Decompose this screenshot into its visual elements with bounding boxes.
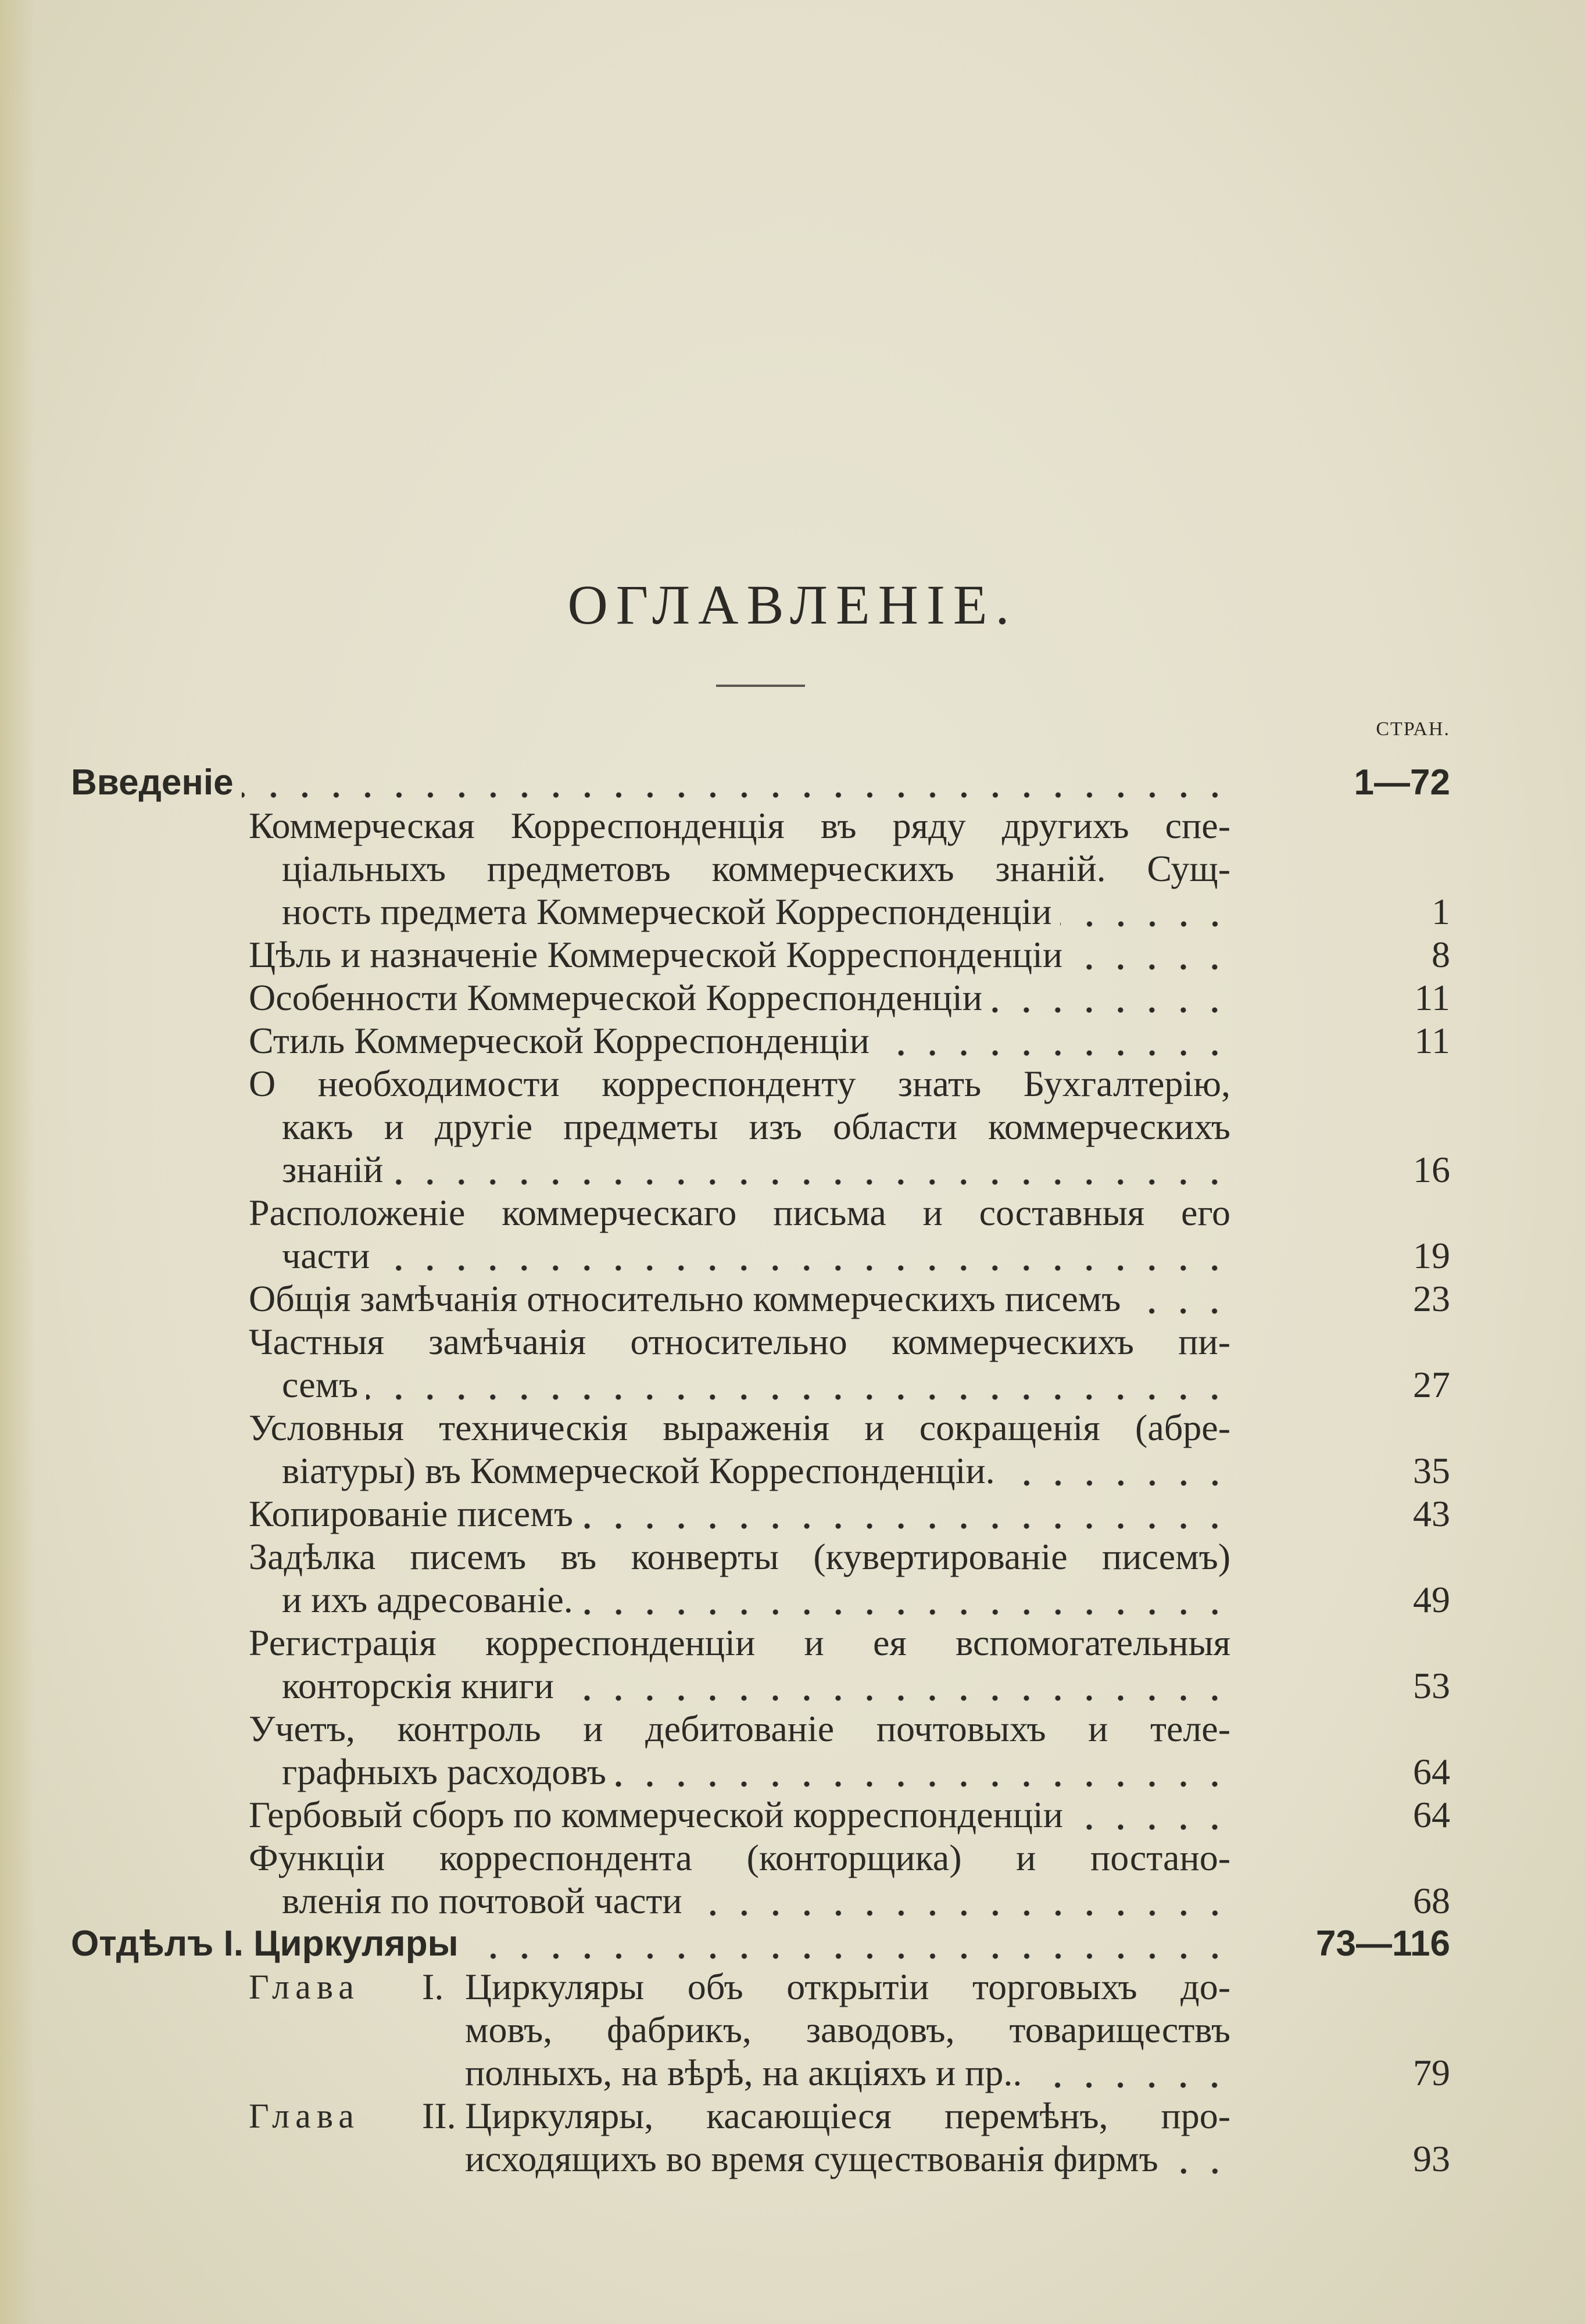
toc-entry-line [465,1965,1230,2008]
toc-entry-text: Стиль Коммерческой Корреспонденціи [249,1020,870,1061]
dot-leader [242,761,1230,804]
toc-entry-line [282,1750,1230,1793]
toc-entry-text: Циркуляры, касающіеся перемѣнъ, про- [465,2095,1230,2136]
toc-entry-line [249,1277,1230,1320]
toc-entry-text: семъ [282,1364,359,1405]
dot-leader [1071,933,1230,976]
dot-leader [581,1492,1230,1535]
toc-entry-line [282,890,1230,933]
toc-page-number: 16 [1413,1149,1450,1190]
toc-entry-text: Регистрація корреспонденціи и ея вспомогательныя [249,1622,1230,1663]
toc-entry-text: Отдѣлъ I. Циркуляры [71,1924,459,1964]
toc-page-number: 64 [1413,1751,1450,1792]
toc-entry-line [465,2008,1230,2051]
toc-entry-text: Циркуляры объ открытіи торговыхъ до- [465,1966,1230,2007]
dot-leader [581,1578,1230,1621]
toc-entry-line [282,1234,1230,1277]
chapter-label: Глава [249,1968,360,2006]
page-edge-shadow [0,0,35,2324]
toc-entry-line [465,2094,1230,2137]
toc-page-number: 49 [1413,1579,1450,1620]
toc-page-number: 35 [1413,1450,1450,1491]
toc-entry-text: ность предмета Коммерческой Корреспонденціи [282,891,1052,932]
toc-entry-text: Коммерческая Корреспонденція въ ряду другихъ спе- [249,805,1230,846]
toc-entry-line [282,1449,1230,1492]
toc-entry-line [249,1836,1230,1879]
toc-page-number: 11 [1414,1020,1450,1061]
chapter-label: Глава [249,2097,360,2135]
toc-entry-text: Копированіе писемъ [249,1493,573,1534]
toc-entry-text: полныхъ, на вѣрѣ, на акціяхъ и пр.. [465,2052,1022,2093]
toc-entry-line [465,2137,1230,2180]
toc-page-number: 64 [1413,1794,1450,1835]
toc-entry-line [249,1707,1230,1750]
toc-entry-text: графныхъ расходовъ [282,1751,606,1792]
dot-leader [990,976,1230,1019]
toc-entry-text: мовъ, фабрикъ, заводовъ, товариществъ [465,2009,1230,2050]
toc-entry-line [249,1062,1230,1105]
toc-entry-text: исходящихъ во время существованія фирмъ [465,2138,1158,2179]
toc-page-number: 93 [1413,2138,1450,2179]
toc-page-number: 8 [1432,934,1450,975]
toc-entry-line [249,1535,1230,1578]
toc-entry-text: Особенности Коммерческой Корреспонденціи [249,977,983,1018]
toc-entry-line [249,1019,1230,1062]
toc-entry-line [71,761,1230,804]
toc-page-number: 53 [1413,1665,1450,1706]
toc-page-number: 79 [1413,2052,1450,2093]
toc-entry-text: Учетъ, контроль и дебитованіе почтовыхъ и теле- [249,1708,1230,1749]
toc-entry-text: Общія замѣчанія относительно коммерческихъ писемъ [249,1278,1121,1319]
toc-entry-line [282,1148,1230,1191]
dot-leader [1030,2051,1230,2094]
dot-leader [878,1019,1230,1062]
toc-entry-text: Гербовый сборъ по коммерческой корреспонденціи [249,1794,1064,1835]
toc-entry-text: О необходимости корреспонденту знать Бухгалтерію, [249,1063,1230,1104]
title-divider [716,685,805,687]
dot-leader [1003,1449,1230,1492]
toc-entry-text: Расположеніе коммерческаго письма и составныя его [249,1192,1230,1233]
toc-entry-text: ціальныхъ предметовъ коммерческихъ знаній. Сущ- [282,848,1230,889]
toc-page-number: 19 [1413,1235,1450,1276]
page-title: ОГЛАВЛЕНІЕ. [567,574,1018,636]
toc-entry-line [249,976,1230,1019]
toc-entry-line [282,1664,1230,1707]
toc-entry-text: и ихъ адресованіе. [282,1579,573,1620]
dot-leader [562,1664,1230,1707]
toc-entry-text: Введеніе [71,762,234,803]
toc-entry-line [249,1406,1230,1449]
toc-page-number: 27 [1413,1364,1450,1405]
toc-page-number: 1 [1432,891,1450,932]
toc-entry-line [249,1320,1230,1363]
toc-entry-line [71,1922,1230,1965]
toc-page-number: 43 [1413,1493,1450,1534]
dot-leader [378,1234,1230,1277]
dot-leader [366,1363,1230,1406]
toc-entry-text: Функціи корреспондента (конторщика) и постано- [249,1837,1230,1878]
pages-column-header: СТРАН. [1376,718,1450,740]
toc-entry-line [249,933,1230,976]
toc-page-number: 23 [1413,1278,1450,1319]
toc-entry-line [282,1879,1230,1922]
toc-entry-line [282,1578,1230,1621]
toc-entry-line [282,1105,1230,1148]
toc-entry-line [249,1793,1230,1836]
dot-leader [690,1879,1230,1922]
toc-entry-text: конторскія книги [282,1665,554,1706]
toc-page-number: 11 [1414,977,1450,1018]
toc-entry-text: Цѣль и назначеніе Коммерческой Корреспонденціи [249,934,1063,975]
toc-entry-text: Условныя техническія выраженія и сокращенія (абре- [249,1407,1230,1448]
toc-entry-text: вленія по почтовой части [282,1880,682,1921]
dot-leader [1129,1277,1230,1320]
toc-entry-line [249,1191,1230,1234]
toc-entry-text: віатуры) въ Коммерческой Корреспонденціи. [282,1450,995,1491]
dot-leader [391,1148,1230,1191]
dot-leader [467,1922,1230,1965]
chapter-number: I. [422,1966,444,2007]
dot-leader [1071,1793,1230,1836]
toc-page-number: 1—72 [1354,762,1450,803]
toc-entry-text: какъ и другіе предметы изъ области коммерческихъ [282,1106,1230,1147]
toc-entry-text: Задѣлка писемъ въ конверты (кувертированіе писемъ) [249,1536,1230,1577]
toc-entry-line [249,1621,1230,1664]
toc-entry-line [249,1492,1230,1535]
dot-leader [1060,890,1230,933]
dot-leader [614,1750,1230,1793]
toc-page-number: 73—116 [1316,1924,1450,1964]
toc-entry-line [465,2051,1230,2094]
toc-entry-text: знаній [282,1149,384,1190]
toc-entry-text: части [282,1235,370,1276]
toc-entry-line [282,1363,1230,1406]
toc-entry-line [282,847,1230,890]
toc-page-number: 68 [1413,1880,1450,1921]
dot-leader [1167,2137,1230,2180]
toc-entry-text: Частныя замѣчанія относительно коммерческихъ пи- [249,1321,1230,1362]
toc-entry-line [249,804,1230,847]
chapter-number: II. [422,2095,456,2136]
